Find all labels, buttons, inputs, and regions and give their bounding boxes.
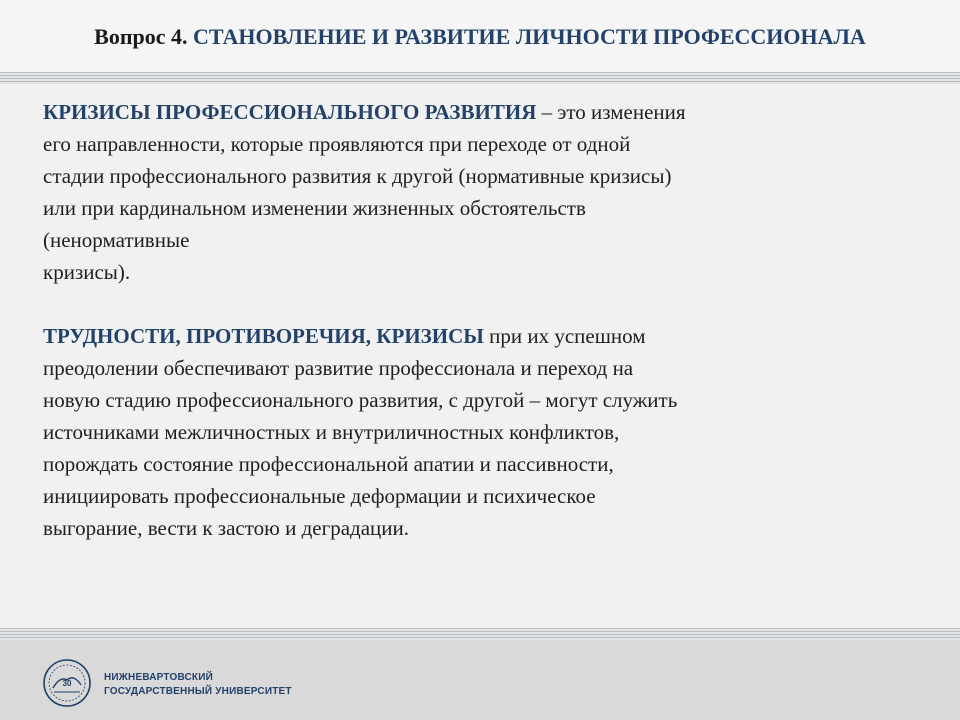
paragraph-line: выгорание, вести к застою и деградации.	[43, 516, 409, 540]
university-name-line2: ГОСУДАРСТВЕННЫЙ УНИВЕРСИТЕТ	[104, 686, 292, 697]
paragraph-difficulties	[43, 320, 873, 544]
paragraph-line: (ненормативные	[43, 228, 190, 252]
logo-number: 30	[62, 679, 72, 688]
paragraph-line: источниками межличностных и внутриличностных конфликтов,	[43, 420, 620, 444]
paragraph-line: порождать состояние профессиональной апатии и пассивности,	[43, 452, 614, 476]
term-difficulties: ТРУДНОСТИ, ПРОТИВОРЕЧИЯ, КРИЗИСЫ	[43, 324, 484, 348]
paragraph-line: инициировать профессиональные деформации и психическое	[43, 484, 596, 508]
paragraph-line: новую стадию профессионального развития, с другой – могут служить	[43, 388, 678, 412]
slide-title	[0, 24, 960, 50]
term-crises: КРИЗИСЫ ПРОФЕССИОНАЛЬНОГО РАЗВИТИЯ	[43, 100, 537, 124]
university-name-line1: НИЖНЕВАРТОВСКИЙ	[104, 672, 214, 683]
slide-header	[0, 0, 960, 74]
header-divider	[0, 72, 960, 84]
paragraph-line: его направленности, которые проявляются при переходе от одной	[43, 132, 631, 156]
university-logo-icon	[42, 658, 92, 708]
paragraph-line: преодолении обеспечивают развитие профессионала и переход на	[43, 356, 634, 380]
university-name	[104, 671, 292, 699]
paragraph-line: кризисы).	[43, 260, 131, 284]
paragraph-line: стадии профессионального развития к другой (нормативные кризисы)	[43, 164, 672, 188]
footer-divider	[0, 628, 960, 640]
question-title: СТАНОВЛЕНИЕ И РАЗВИТИЕ ЛИЧНОСТИ ПРОФЕССИОНАЛА	[193, 24, 866, 49]
paragraph-line: или при кардинальном изменении жизненных обстоятельств	[43, 196, 586, 220]
question-number: Вопрос 4.	[94, 24, 188, 49]
paragraph-line: ТРУДНОСТИ, ПРОТИВОРЕЧИЯ, КРИЗИСЫ при их успешном	[43, 324, 646, 348]
paragraph-crises	[43, 96, 873, 288]
paragraph-line: КРИЗИСЫ ПРОФЕССИОНАЛЬНОГО РАЗВИТИЯ – это изменения	[43, 100, 686, 124]
